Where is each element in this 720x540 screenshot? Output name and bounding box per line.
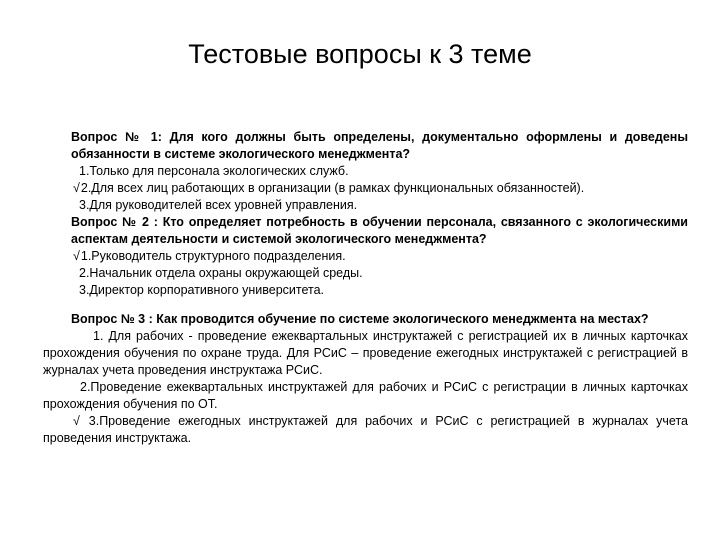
question-3-option-1: 1. Для рабочих - проведение ежеквартальных инструктажей с регистрацией их в личных карточках прохождения обучения по охране труда. Для РСиС – проведение ежегодных инструктажей с регистрацией в журналах учета проведения инструктажа РСиС. bbox=[43, 329, 688, 377]
check-mark-icon: √ bbox=[73, 414, 80, 428]
spacer bbox=[43, 299, 688, 311]
question-1 bbox=[43, 129, 688, 163]
question-2-option-3: 3.Директор корпоративного университета. bbox=[79, 283, 325, 297]
slide-title: Тестовые вопросы к 3 теме bbox=[188, 39, 532, 69]
question-2 bbox=[43, 214, 688, 248]
question-1-option-2: √2.Для всех лиц работающих в организации (в рамках функциональных обязанностей). bbox=[73, 181, 585, 195]
question-list bbox=[43, 129, 688, 447]
question-1-option-1: 1.Только для персонала экологических служб. bbox=[79, 164, 349, 178]
question-2-text: Вопрос № 2 : Кто определяет потребность в обучении персонала, связанного с экологическими аспектам деятельности и системой экологического менеджмента? bbox=[71, 215, 688, 246]
question-1-text: Вопрос № 1: Для кого должны быть определены, документально оформлены и доведены обязанности в системе экологического менеджмента? bbox=[71, 130, 688, 161]
question-2-option-1: √1.Руководитель структурного подразделения. bbox=[73, 249, 346, 263]
question-3 bbox=[43, 311, 688, 328]
check-mark-icon: √ bbox=[73, 181, 80, 195]
question-3-text: Вопрос № 3 : Как проводится обучение по системе экологического менеджмента на местах? bbox=[71, 312, 649, 326]
check-mark-icon: √ bbox=[73, 249, 80, 263]
question-3-option-3: √ 3.Проведение ежегодных инструктажей для рабочих и РСиС с регистрацией в журналах учета проведения инструктажа. bbox=[43, 414, 688, 445]
question-3-option-2: 2.Проведение ежеквартальных инструктажей для рабочих и РСиС с регистрации в личных карточках прохождения обучения по ОТ. bbox=[43, 380, 688, 411]
question-1-option-3: 3.Для руководителей всех уровней управления. bbox=[79, 198, 358, 212]
question-2-option-2: 2.Начальник отдела охраны окружающей среды. bbox=[79, 266, 363, 280]
